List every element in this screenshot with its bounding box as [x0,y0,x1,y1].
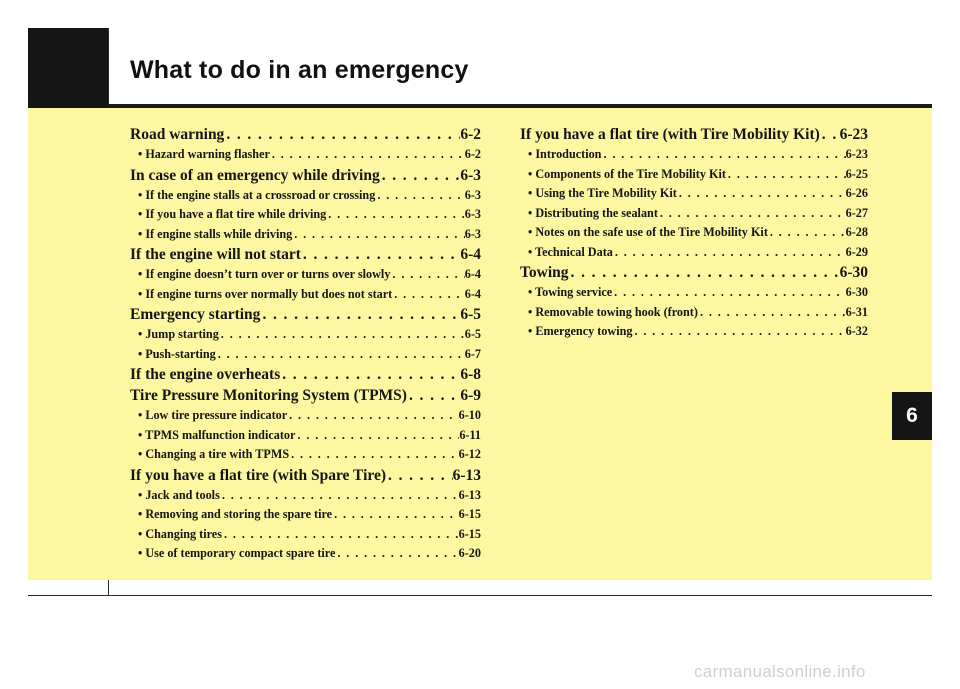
dot-leader [287,406,459,426]
dot-leader [295,426,459,446]
toc-entry-label: • Notes on the safe use of the Tire Mobility Kit [528,225,768,239]
toc-entry-page: 6-8 [460,366,481,383]
toc-entry-page: 6-3 [460,166,481,184]
toc-column-right [520,124,868,342]
dot-leader [569,262,840,283]
toc-entry-label: • Using the Tire Mobility Kit [528,186,677,200]
watermark-text: carmanualsonline.info [694,662,866,681]
toc-section-entry[interactable] [130,465,481,486]
toc-entry-page: 6-32 [845,324,868,338]
dot-leader [386,465,453,486]
dot-leader [216,345,465,365]
toc-entry-page: 6-7 [464,346,481,361]
toc-subsection-entry[interactable] [130,426,481,446]
toc-entry-label: • Jack and tools [138,487,220,502]
dot-leader [677,184,846,204]
toc-entry-label: • Low tire pressure indicator [138,408,288,422]
toc-subsection-entry[interactable] [130,544,481,564]
chapter-corner-block [28,28,109,108]
toc-subsection-entry[interactable] [130,525,481,545]
toc-entry-page: 6-4 [460,246,481,263]
toc-entry-label: In case of an emergency while driving [130,166,380,184]
toc-entry-page: 6-28 [845,225,868,239]
toc-section-entry[interactable] [130,244,481,265]
dot-leader [222,525,459,545]
dot-leader [632,322,845,342]
dot-leader [601,145,845,165]
toc-section-entry[interactable] [130,165,481,186]
toc-entry-page: 6-9 [460,387,481,404]
toc-entry-page: 6-2 [464,147,481,161]
toc-subsection-entry[interactable] [130,225,481,245]
toc-entry-label: • Introduction [528,147,602,161]
toc-entry-page: 6-5 [464,327,481,341]
dot-leader [820,124,840,145]
dot-leader [260,304,460,325]
toc-entry-label: • Technical Data [528,244,613,259]
toc-entry-label: Road warning [130,126,225,143]
toc-subsection-entry[interactable] [130,325,481,345]
toc-entry-page: 6-3 [464,187,481,202]
toc-entry-label: • If engine turns over normally but does not start [138,286,393,301]
toc-entry-page: 6-13 [452,466,481,484]
toc-entry-page: 6-2 [460,126,481,143]
toc-subsection-entry[interactable] [520,165,868,185]
toc-entry-page: 6-20 [458,546,481,560]
toc-subsection-entry[interactable] [130,186,481,206]
dot-leader [380,165,461,186]
toc-entry-label: • Removing and storing the spare tire [138,507,333,521]
bottom-rule [28,595,932,596]
toc-entry-label: • Hazard warning flasher [138,147,270,161]
toc-entry-page: 6-12 [458,447,481,461]
toc-entry-page: 6-5 [460,306,481,323]
toc-subsection-entry[interactable] [520,322,868,342]
page-title: What to do in an emergency [130,56,469,84]
dot-leader [219,325,465,345]
toc-subsection-entry[interactable] [520,145,868,165]
dot-leader [301,244,460,265]
dot-leader [658,204,846,224]
toc-subsection-entry[interactable] [130,285,481,305]
toc-entry-page: 6-13 [458,487,481,502]
toc-entry-label: • Push-starting [138,346,216,361]
dot-leader [326,205,465,225]
dot-leader [407,385,460,406]
toc-entry-label: • Jump starting [138,327,219,341]
toc-subsection-entry[interactable] [520,303,868,323]
dot-leader [270,145,465,165]
toc-section-entry[interactable] [130,364,481,385]
toc-section-entry[interactable] [520,124,868,145]
dot-leader [726,165,846,185]
toc-entry-label: If you have a flat tire (with Tire Mobility Kit) [520,126,820,143]
toc-entry-label: • If you have a flat tire while driving [138,207,327,221]
toc-entry-page: 6-15 [458,526,481,541]
toc-entry-page: 6-10 [458,408,481,422]
toc-entry-page: 6-27 [845,205,868,220]
toc-subsection-entry[interactable] [130,145,481,165]
toc-entry-label: • If the engine stalls at a crossroad or crossing [138,187,376,202]
toc-entry-label: • Components of the Tire Mobility Kit [528,166,726,181]
toc-entry-page: 6-23 [845,147,868,161]
toc-entry-label: If you have a flat tire (with Spare Tire) [130,466,387,484]
toc-entry-page: 6-30 [839,264,868,281]
toc-entry-page: 6-30 [845,285,868,299]
toc-entry-label: If the engine will not start [130,246,301,263]
toc-subsection-entry[interactable] [130,406,481,426]
toc-entry-label: Towing [520,264,569,281]
toc-section-entry[interactable] [130,304,481,325]
dot-leader [220,486,459,506]
toc-entry-label: Emergency starting [130,306,261,323]
toc-subsection-entry[interactable] [520,283,868,303]
toc-entry-label: • Use of temporary compact spare tire [138,546,336,560]
chapter-tab[interactable]: 6 [892,392,932,440]
dot-leader [698,303,846,323]
toc-entry-page: 6-25 [845,166,868,181]
toc-subsection-entry[interactable] [520,204,868,224]
toc-entry-page: 6-3 [464,226,481,241]
toc-entry-label: • TPMS malfunction indicator [138,427,296,442]
toc-subsection-entry[interactable] [130,505,481,525]
dot-leader [612,283,845,303]
toc-entry-label: • Towing service [528,285,613,299]
dot-leader [289,445,459,465]
dot-leader [280,364,460,385]
toc-entry-page: 6-23 [839,126,868,143]
toc-entry-page: 6-26 [845,186,868,200]
toc-section-entry[interactable] [520,262,868,283]
dot-leader [292,225,464,245]
toc-entry-label: • Changing a tire with TPMS [138,447,290,461]
toc-section-entry[interactable] [130,385,481,406]
toc-subsection-entry[interactable] [130,445,481,465]
toc-entry-page: 6-29 [845,244,868,259]
toc-subsection-entry[interactable] [520,184,868,204]
dot-leader [613,243,846,263]
toc-entry-label: • Changing tires [138,526,222,541]
toc-subsection-entry[interactable] [130,345,481,365]
dot-leader [224,124,460,145]
dot-leader [375,186,464,206]
toc-entry-label: • If engine doesn’t turn over or turns over slowly [138,267,391,281]
dot-leader [332,505,459,525]
toc-subsection-entry[interactable] [130,205,481,225]
toc-entry-page: 6-3 [464,207,481,221]
toc-subsection-entry[interactable] [520,223,868,243]
toc-entry-label: Tire Pressure Monitoring System (TPMS) [130,387,407,404]
dot-leader [335,544,458,564]
toc-entry-label: • Emergency towing [528,324,633,338]
dot-leader [392,285,465,305]
toc-entry-page: 6-31 [845,304,868,319]
toc-column-left [130,124,481,564]
toc-subsection-entry[interactable] [130,265,481,285]
toc-entry-page: 6-4 [464,267,481,281]
toc-entry-label: If the engine overheats [130,366,281,383]
toc-section-entry[interactable] [130,124,481,145]
toc-entry-label: • Removable towing hook (front) [528,304,698,319]
dot-leader [768,223,846,243]
toc-entry-page: 6-15 [458,507,481,521]
dot-leader [390,265,464,285]
toc-entry-label: • Distributing the sealant [528,205,658,220]
toc-entry-label: • If engine stalls while driving [138,226,293,241]
toc-subsection-entry[interactable] [520,243,868,263]
toc-entry-page: 6-4 [464,286,481,301]
toc-subsection-entry[interactable] [130,486,481,506]
toc-entry-page: 6-11 [459,427,481,442]
